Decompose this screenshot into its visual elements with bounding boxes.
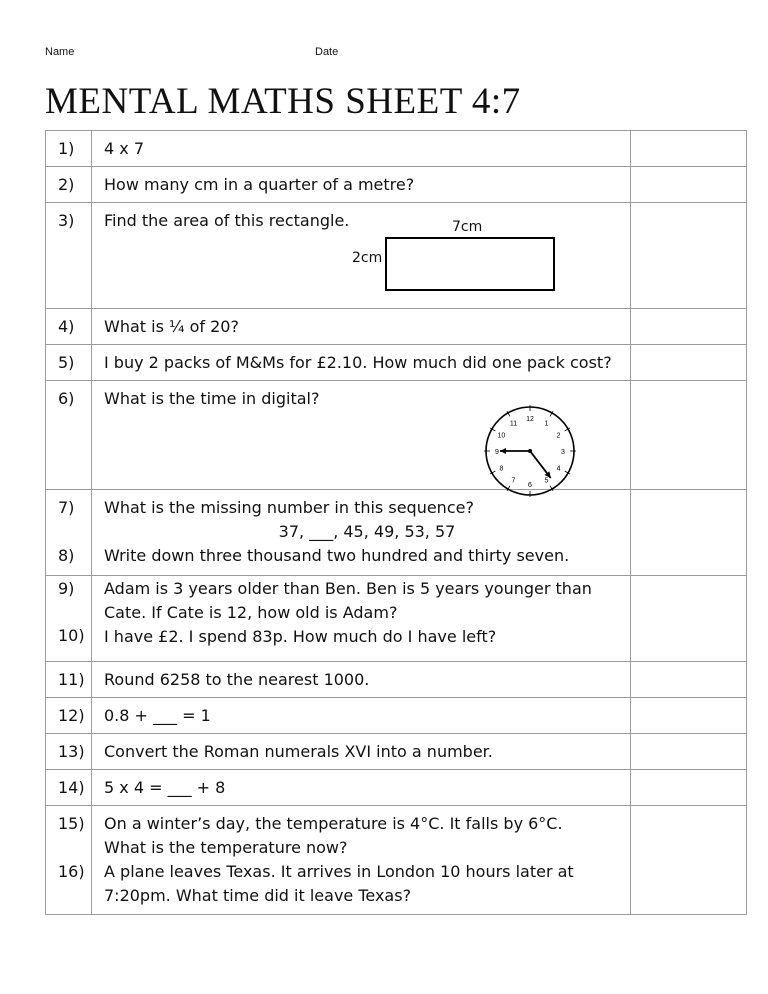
answer-box-3[interactable] [631, 203, 747, 309]
clock-numeral: 11 [509, 420, 518, 428]
answer-box-14[interactable] [631, 770, 747, 806]
clock-numeral: 2 [556, 432, 561, 440]
page-title: MENTAL MATHS SHEET 4:7 [45, 81, 521, 122]
question-text: 7:20pm. What time did it leave Texas? [104, 886, 412, 905]
question-number: 1) [58, 139, 75, 158]
question-number: 16) [58, 862, 85, 881]
clock-numeral: 5 [544, 477, 549, 485]
question-text: What is the temperature now? [104, 838, 348, 857]
answer-box-12[interactable] [631, 698, 747, 734]
question-text: On a winter’s day, the temperature is 4°C. It falls by 6°C. [104, 814, 563, 833]
clock-numeral: 12 [526, 416, 534, 423]
question-number: 14) [58, 778, 85, 797]
question-text: A plane leaves Texas. It arrives in London 10 hours later at [104, 862, 574, 881]
question-row-7-8 [46, 490, 747, 576]
question-number: 12) [58, 706, 85, 725]
question-text: How many cm in a quarter of a metre? [104, 175, 415, 194]
question-text: 4 x 7 [104, 139, 144, 158]
question-text: Adam is 3 years older than Ben. Ben is 5 years younger than [104, 579, 592, 598]
rectangle-height-label: 2cm [352, 250, 383, 266]
question-text: I buy 2 packs of M&Ms for £2.10. How much did one pack cost? [104, 353, 612, 372]
question-row-14 [46, 770, 747, 806]
question-number: 8) [58, 546, 75, 565]
question-row-15-16 [46, 806, 747, 915]
clock-numeral: 3 [561, 449, 565, 456]
answer-box-15-16[interactable] [631, 806, 747, 915]
clock-numeral: 10 [497, 432, 506, 440]
question-row-4 [46, 309, 747, 345]
answer-box-5[interactable] [631, 345, 747, 381]
question-text: 5 x 4 = ___ + 8 [104, 778, 226, 797]
name-label: Name [45, 46, 75, 58]
question-text: What is the time in digital? [104, 389, 320, 408]
question-text: I have £2. I spend 83p. How much do I have left? [104, 627, 497, 646]
clock-numeral: 9 [495, 449, 499, 456]
answer-box-2[interactable] [631, 167, 747, 203]
question-text: Write down three thousand two hundred and thirty seven. [104, 546, 570, 565]
answer-box-6[interactable] [631, 381, 747, 490]
answer-box-4[interactable] [631, 309, 747, 345]
question-text: What is ¼ of 20? [104, 317, 239, 336]
question-row-13 [46, 734, 747, 770]
analog-clock [480, 401, 580, 501]
question-number: 13) [58, 742, 85, 761]
question-row-11 [46, 662, 747, 698]
question-text: What is the missing number in this sequence? [104, 498, 474, 517]
answer-box-7-8[interactable] [631, 490, 747, 576]
question-number: 15) [58, 814, 85, 833]
question-text: Convert the Roman numerals XVI into a number. [104, 742, 493, 761]
question-row-3 [46, 203, 747, 309]
clock-numeral: 1 [544, 420, 549, 428]
question-table [45, 130, 747, 915]
question-row-9-10 [46, 576, 747, 662]
question-number: 7) [58, 498, 75, 517]
question-number: 11) [58, 670, 85, 689]
number-sequence: 37, ___, 45, 49, 53, 57 [278, 522, 456, 541]
clock-numeral: 6 [528, 482, 532, 489]
question-number: 10) [58, 626, 85, 645]
date-label: Date [315, 46, 339, 58]
answer-box-13[interactable] [631, 734, 747, 770]
question-number: 2) [58, 175, 75, 194]
question-number: 5) [58, 353, 75, 372]
question-row-2 [46, 167, 747, 203]
question-text: 0.8 + ___ = 1 [104, 706, 211, 725]
question-number: 4) [58, 317, 75, 336]
rectangle-shape [385, 237, 555, 291]
clock-numeral: 4 [556, 465, 561, 473]
question-text: Round 6258 to the nearest 1000. [104, 670, 370, 689]
answer-box-9-10[interactable] [631, 576, 747, 662]
question-row-12 [46, 698, 747, 734]
question-text: Cate. If Cate is 12, how old is Adam? [104, 603, 398, 622]
minute-hand-arrow [500, 448, 506, 454]
question-number: 3) [58, 211, 75, 230]
answer-box-11[interactable] [631, 662, 747, 698]
rectangle-width-label: 7cm [452, 219, 483, 235]
clock-numeral: 8 [499, 465, 504, 473]
question-row-1 [46, 131, 747, 167]
question-number: 9) [58, 579, 75, 598]
question-row-6 [46, 381, 747, 490]
answer-box-1[interactable] [631, 131, 747, 167]
clock-numeral: 7 [511, 477, 516, 485]
question-number: 6) [58, 389, 75, 408]
question-row-5 [46, 345, 747, 381]
clock-center [528, 449, 532, 453]
question-text: Find the area of this rectangle. [104, 211, 350, 230]
